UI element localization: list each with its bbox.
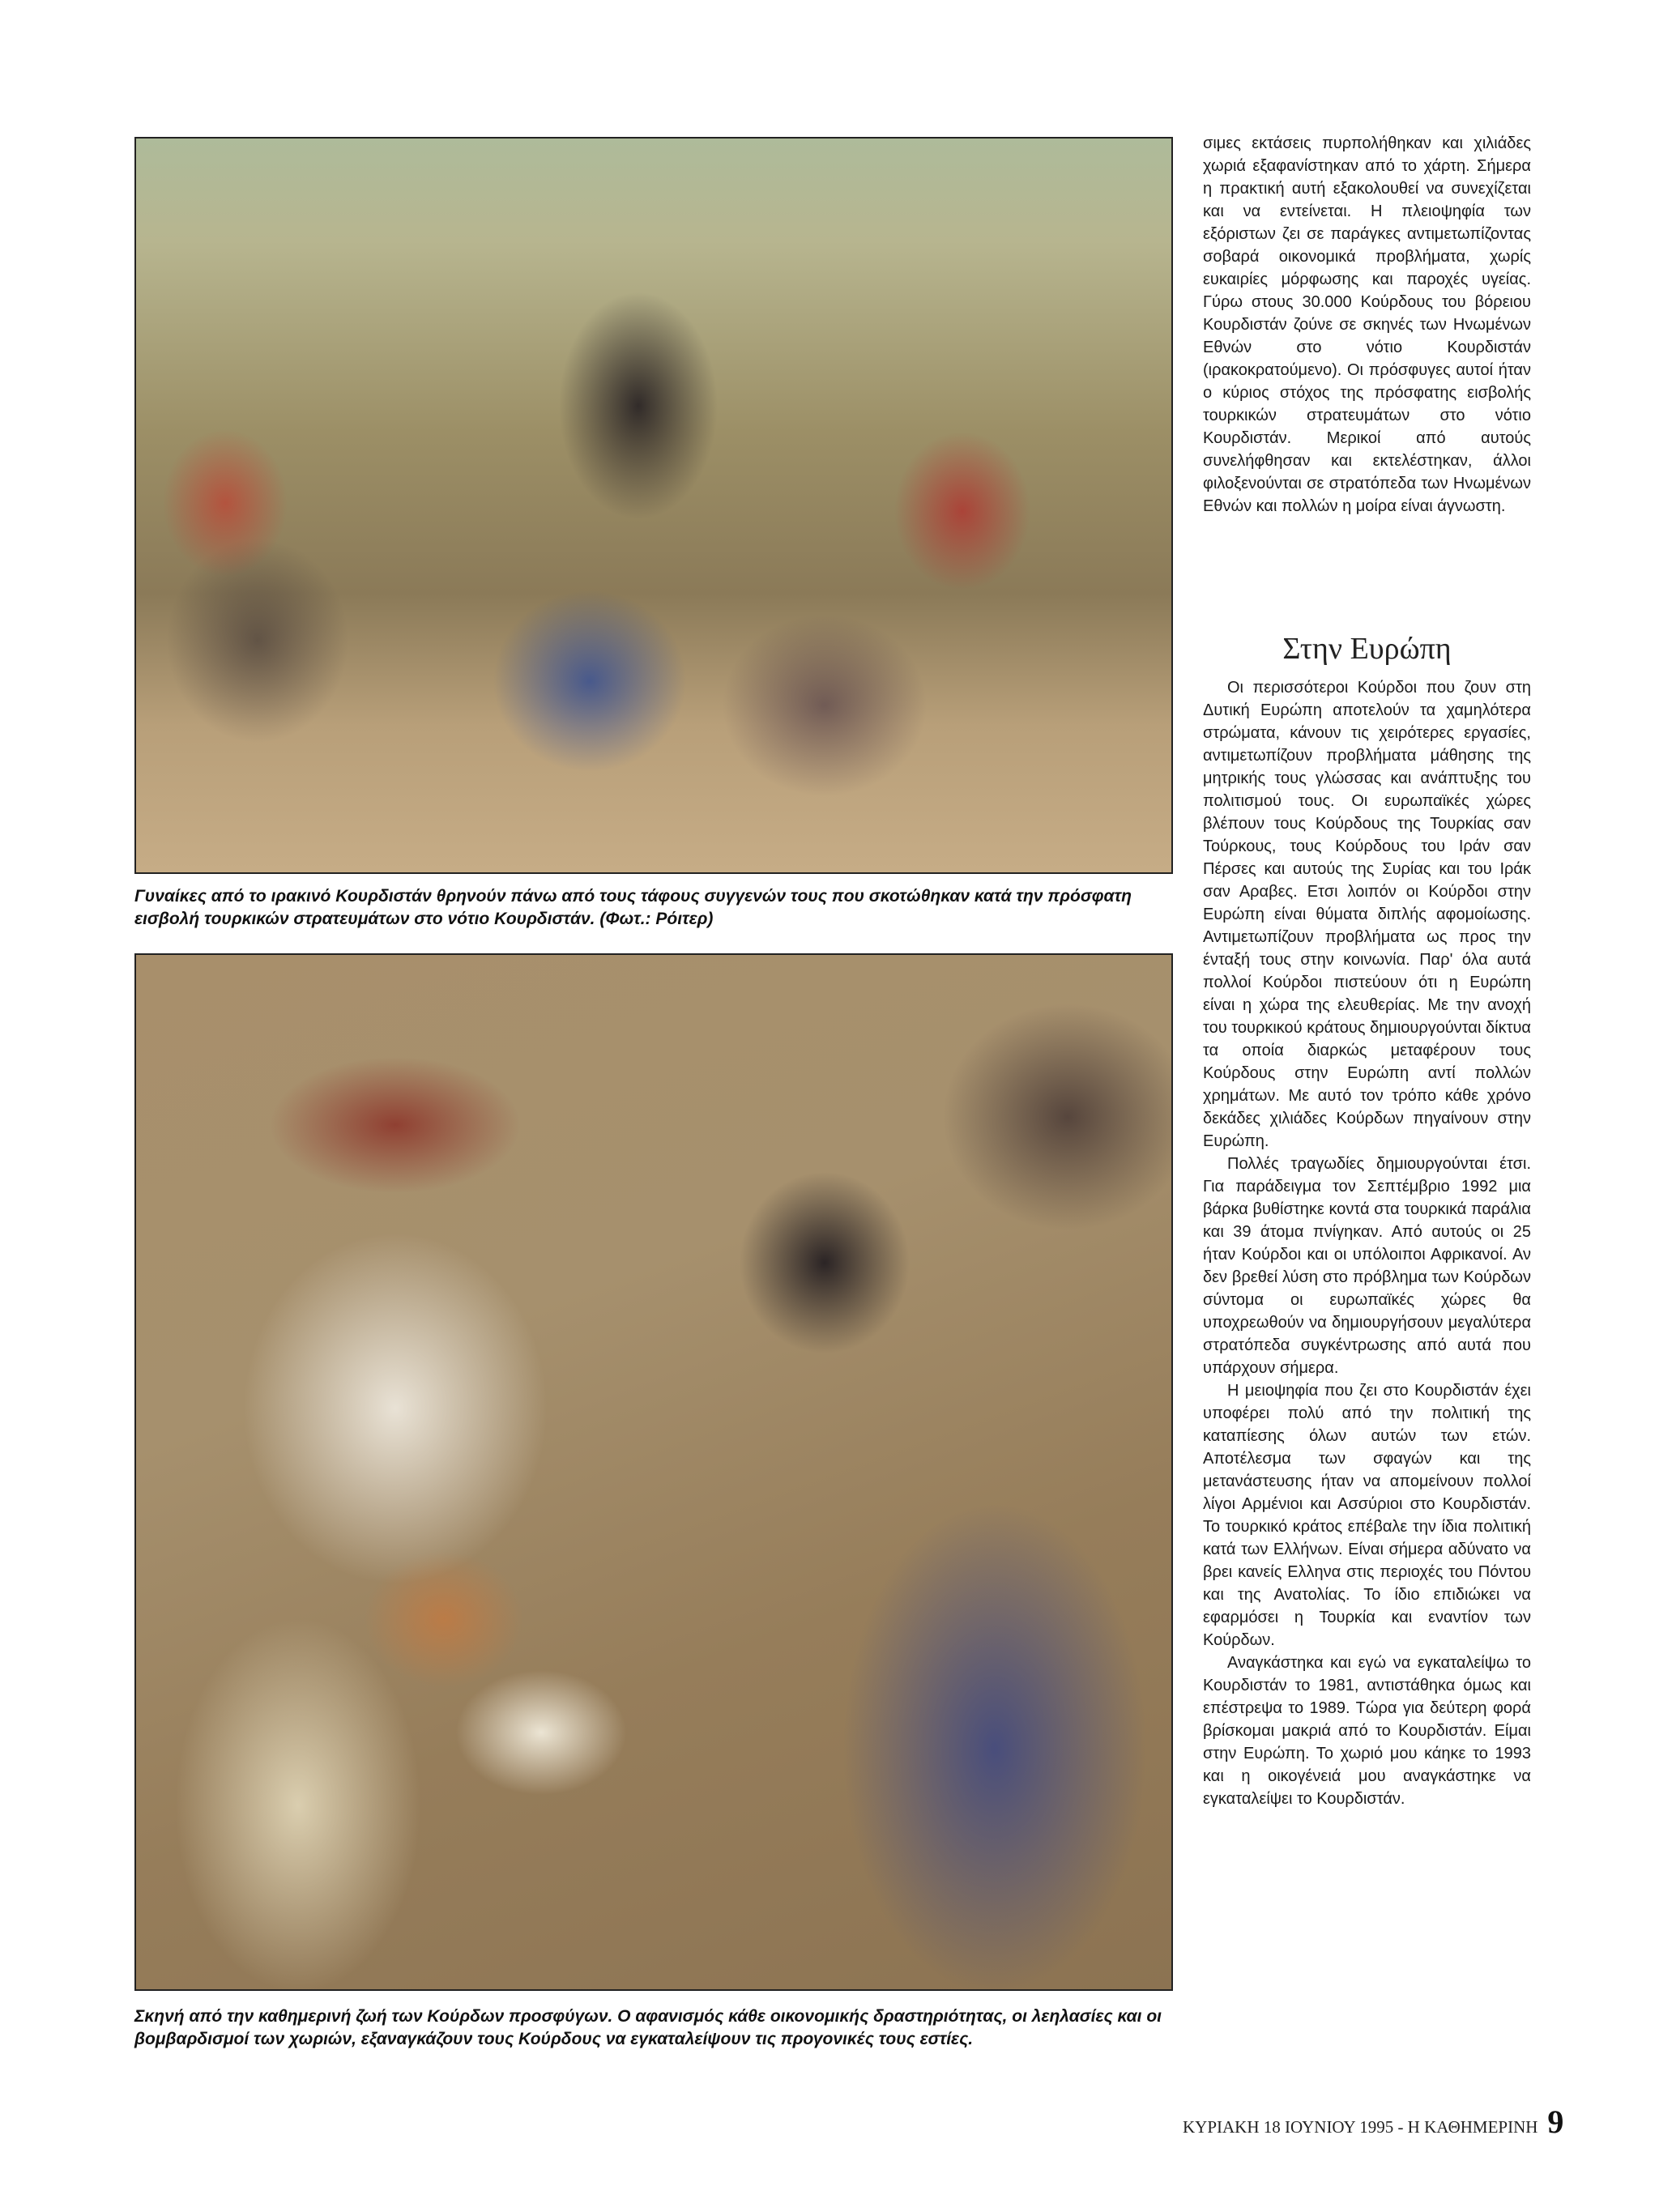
article-column-bottom xyxy=(1203,676,1531,1810)
photo-caption-top: Γυναίκες από το ιρακινό Κουρδιστάν θρηνούν πάνω από τους τάφους συγγενών τους που σκοτώθηκαν κατά την πρόσφατη εισβολή τουρκικών στρατευμάτων στο νότιο Κουρδιστάν. (Φωτ.: Ρόιτερ) xyxy=(134,887,1132,928)
article-paragraph: Αναγκάστηκα και εγώ να εγκαταλείψω το Κουρδιστάν το 1981, αντιστάθηκα όμως και επέστρεψα το 1989. Τώρα για δεύτερη φορά βρίσκομαι μακριά από το Κουρδιστάν. Είμαι στην Ευρώπη. Το χωριό μου κάηκε το 1993 και η οικογένειά μου αναγκάστηκε να εγκαταλείψει το Κουρδιστάν. xyxy=(1203,1654,1531,1808)
page-footer xyxy=(1183,2103,1564,2141)
article-paragraph: Οι περισσότεροι Κούρδοι που ζουν στη Δυτική Ευρώπη αποτελούν τα χαμηλότερα στρώματα, κάνουν τις χειρότερες εργασίες, αντιμετωπίζουν προβλήματα μάθησης της μητρικής τους γλώσσας και ανάπτυξης του πολιτισμού τους. Οι ευρωπαϊκές χώρες βλέπουν τους Κούρδους της Τουρκίας σαν Τούρκους, τους Κούρδους του Ιράν σαν Πέρσες και αυτούς της Συρίας και του Ιράκ σαν Αραβες. Ετσι λοιπόν οι Κούρδοι στην Ευρώπη είναι θύματα διπλής αφομοίωσης. Αντιμετωπίζουν προβλήματα ως προς την ένταξή τους στην κοινωνία. Παρ' όλα αυτά πολλοί Κούρδοι πιστεύουν ότι η Ευρώπη είναι η χώρα της ελευθερίας. Με την ανοχή του τουρκικού κράτους δημιουργούνται δίκτυα τα οποία διαρκώς μεταφέρουν τους Κούρδους στην Ευρώπη αντί πολλών χρημάτων. Με αυτό τον τρόπο κάθε χρόνο δεκάδες χιλιάδες Κούρδων πηγαίνουν στην Ευρώπη. xyxy=(1203,679,1531,1150)
photo-caption-bottom: Σκηνή από την καθημερινή ζωή των Κούρδων προσφύγων. Ο αφανισμός κάθε οικονομικής δραστηριότητας, οι λεηλασίες και οι βομβαρδισμοί των χωριών, εξαναγκάζουν τους Κούρδους να εγκαταλείψουν τις προγονικές τους εστίες. xyxy=(134,2007,1162,2048)
article-paragraph-continued: σιμες εκτάσεις πυρπολήθηκαν και χιλιάδες χωριά εξαφανίστηκαν από το χάρτη. Σήμερα η πρακτική αυτή εξακολουθεί να συνεχίζεται και να εντείνεται. Η πλειοψηφία των εξόριστων ζει σε παράγκες αντιμετωπίζοντας σοβαρά οικονομικά προβλήματα, χωρίς ευκαιρίες μόρφωσης και παροχές υγείας. Γύρω στους 30.000 Κούρδους του βόρειου Κουρδιστάν ζούνε σε σκηνές των Ηνωμένων Εθνών στο νότιο Κουρδιστάν (ιρακοκρατούμενο). Οι πρόσφυγες αυτοί ήταν ο κύριος στόχος της πρόσφατης εισβολής τουρκικών στρατευμάτων στο νότιο Κουρδιστάν. Μερικοί από αυτούς συνελήφθησαν και εκτελέστηκαν, άλλοι φιλοξενούνται σε στρατόπεδα των Ηνωμένων Εθνών και πολλών η μοίρα είναι άγνωστη. xyxy=(1203,134,1531,515)
page-number: 9 xyxy=(1547,2103,1564,2140)
article-subheading: Στην Ευρώπη xyxy=(1282,632,1452,666)
footer-dateline: ΚΥΡΙΑΚΗ 18 ΙΟΥΝΙΟΥ 1995 - Η ΚΑΘΗΜΕΡΙΝΗ xyxy=(1183,2117,1538,2137)
article-paragraph: Πολλές τραγωδίες δημιουργούνται έτσι. Για παράδειγμα τον Σεπτέμβριο 1992 μια βάρκα βυθίστηκε κοντά στα τουρκικά παράλια και 39 άτομα πνίγηκαν. Από αυτούς οι 25 ήταν Κούρδοι και οι υπόλοιποι Αφρικανοί. Αν δεν βρεθεί λύση στο πρόβλημα των Κούρδων σύντομα οι ευρωπαϊκές χώρες θα υποχρεωθούν να δημιουργήσουν μεγαλύτερα στρατόπεδα συγκέντρωσης από αυτά που υπάρχουν σήμερα. xyxy=(1203,1155,1531,1377)
article-column-top xyxy=(1203,132,1531,518)
photo-mourning-women-at-graves xyxy=(134,137,1173,874)
article-paragraph: Η μειοψηφία που ζει στο Κουρδιστάν έχει υποφέρει πολύ από την πολιτική της καταπίεσης όλων αυτών των ετών. Αποτέλεσμα των σφαγών και της μετανάστευσης ήταν να απομείνουν πολλοί λίγοι Αρμένιοι και Ασσύριοι στο Κουρδιστάν. Το τουρκικό κράτος επέβαλε την ίδια πολιτική κατά των Ελλήνων. Είναι σήμερα αδύνατο να βρει κανείς Ελληνα στις περιοχές του Πόντου και της Ανατολίας. Το ίδιο επιδιώκει να εφαρμόσει η Τουρκία και εναντίον των Κούρδων. xyxy=(1203,1382,1531,1649)
photo-refugee-daily-life xyxy=(134,953,1173,1991)
